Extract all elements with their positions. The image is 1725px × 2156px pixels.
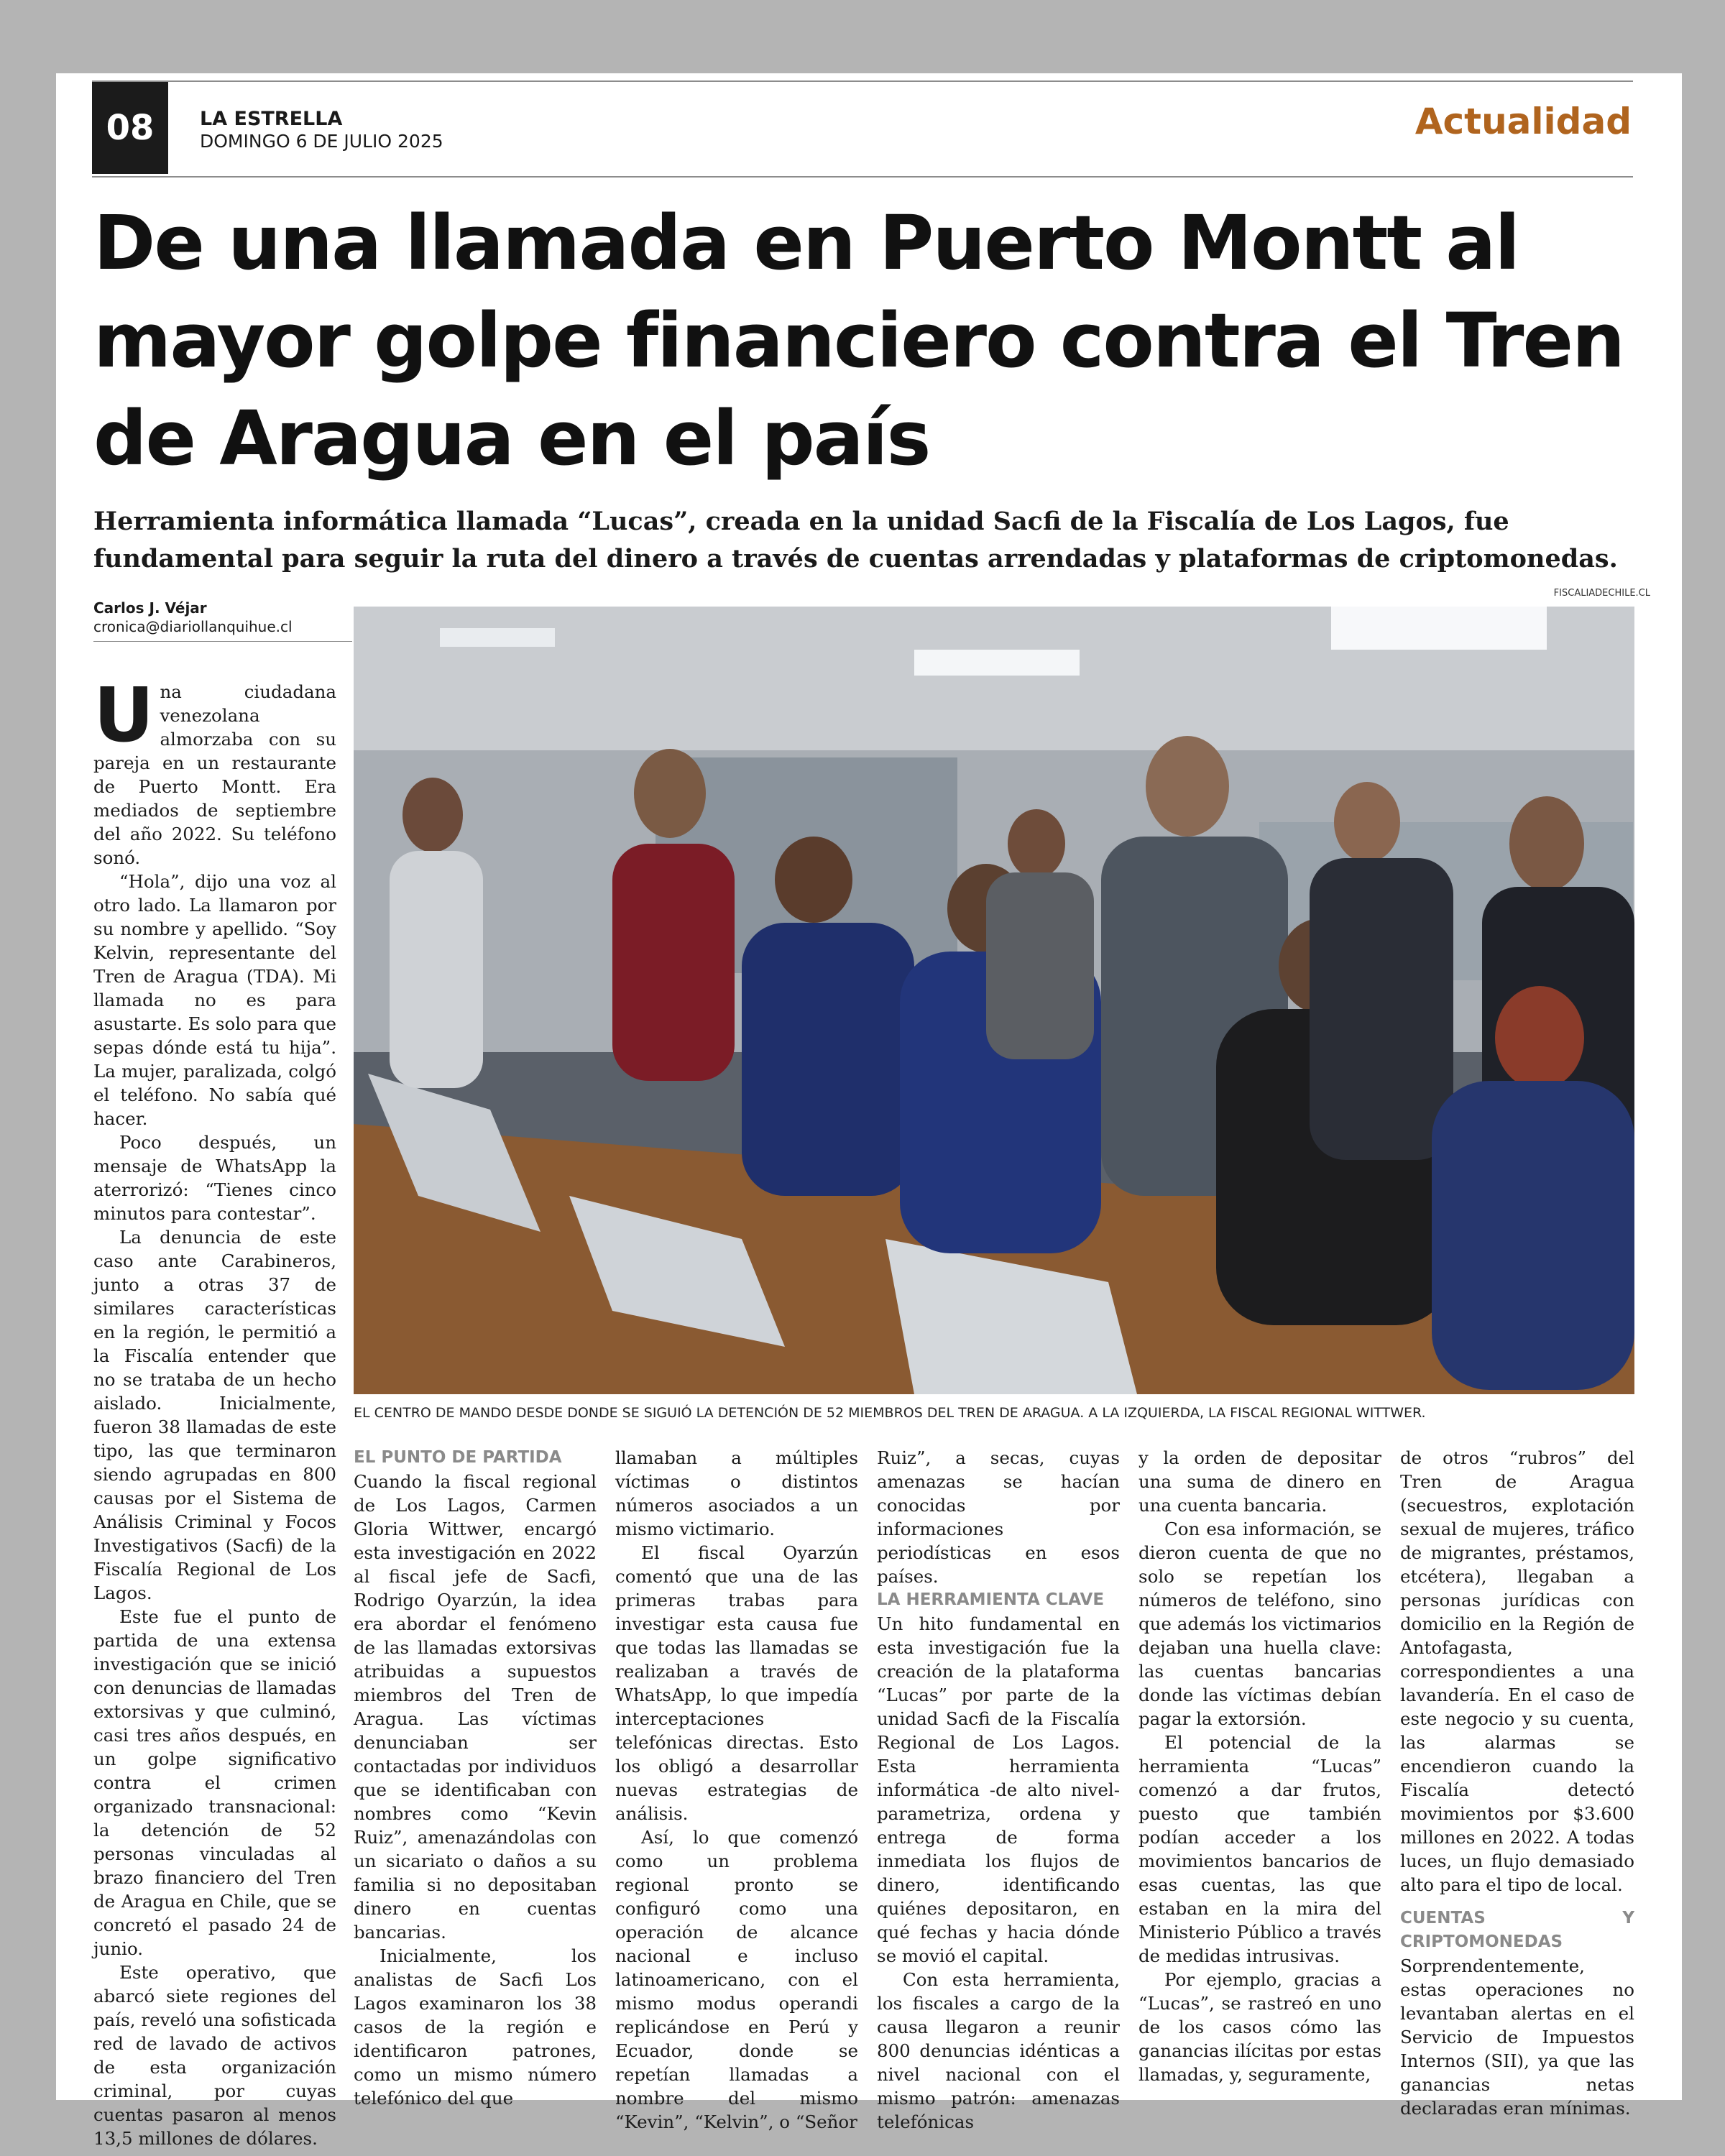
body-paragraph: Cuando la fiscal regional de Los Lagos, Carmen Gloria Wittwer, encargó esta investigación en 2022 al fiscal jefe de Sacfi, Rodrigo Oyarzún, la idea era abordar el fenómeno de las llamadas extorsivas atribuidas a supuestos miembros del Tren de Aragua. Las víctimas denunciaban ser contactadas por individuos que se identificaban con nombres como “Kevin Ruiz”, amenazándolas con un sicariato o daños a su familia si no depositaban dinero en cuentas bancarias. [354,1471,597,1943]
article-column-4 [877,1446,1120,2134]
article-column-5 [1138,1446,1381,2086]
body-paragraph: Poco después, un mensaje de WhatsApp la aterrorizó: “Tienes cinco minutos para contestar”. [93,1132,336,1224]
publication-date: DOMINGO 6 DE JULIO 2025 [200,131,443,152]
section-subheading: LA HERRAMIENTA CLAVE [877,1590,1105,1609]
page-number: 08 [92,82,168,174]
body-paragraph: Con esa información, se dieron cuenta de que no solo se repetían los números de teléfono, sino que además los victimarios dejaban una huella clave: las cuentas bancarias donde las víctimas debían pagar la extorsión. [1138,1519,1381,1729]
article-photo [354,607,1634,1394]
body-paragraph: Este operativo, que abarcó siete regiones del país, reveló una sofisticada red de lavado de activos de esta organización criminal, por cuyas cuentas pasaron al menos 13,5 millones de dólares. [93,1962,336,2149]
body-paragraph: El fiscal Oyarzún comentó que una de las primeras trabas para investigar esta causa fue que todas las llamadas se realizaban a través de WhatsApp, lo que impedía interceptaciones telefónicas directas. Esto los obligó a desarrollar nuevas estrategias de análisis. [615,1542,858,1824]
body-paragraph: Por ejemplo, gracias a “Lucas”, se rastreó en uno de los casos cómo las ganancias ilícitas por estas llamadas, y, seguramente, [1138,1969,1381,2085]
body-paragraph: El potencial de la herramienta “Lucas” comenzó a dar frutos, puesto que también podían acceder a los movimientos bancarios de esas cuentas, las que estaban en la mira del Ministerio Público a través de medidas intrusivas. [1138,1732,1381,1966]
section-name: Actualidad [1414,101,1632,142]
article-column-3 [615,1446,858,2134]
body-paragraph: Inicialmente, los analistas de Sacfi Los Lagos examinaron los 38 casos de la región e identificaron patrones, como un mismo número telefónico del que [354,1945,597,2109]
body-paragraph: Un hito fundamental en esta investigación fue la creación de la plataforma “Lucas” por parte de la unidad Sacfi de la Fiscalía Regional de Los Lagos. Esta herramienta informática -de alto nivel- parametriza, ordena y entrega de forma inmediata los flujos de dinero, identificando quiénes depositaron, en qué fechas y hacia dónde se movió el capital. [877,1613,1120,1966]
article-column-6 [1400,1446,1634,2120]
drop-cap: U [93,671,155,759]
body-paragraph: Este fue el punto de partida de una extensa investigación que se inició con denuncias de llamadas extorsivas y que culminó, casi tres años después, en un golpe significativo contra el crimen organizado transnacional: la detención de 52 personas vinculadas al brazo financiero del Tren de Aragua en Chile, que se concretó el pasado 24 de junio. [93,1606,336,1959]
body-paragraph: Sorprendentemente, estas operaciones no levantaban alertas en el Servicio de Impuestos Internos (SII), ya que las ganancias netas declaradas eran mínimas. [1400,1955,1634,2119]
byline-email: cronica@diariollanquihue.cl [93,618,293,635]
subheading: Herramienta informática llamada “Lucas”, creada en la unidad Sacfi de la Fiscalía de Los Lagos, fue fundamental para seguir la ruta del dinero a través de cuentas arrendadas y plataformas de criptomonedas. [93,507,1618,573]
body-paragraph: Una ciudadana venezolana almorzaba con su pareja en un restaurante de Puerto Montt. Era mediados de septiembre del año 2022. Su teléfono sonó. [93,671,336,868]
article-column-1 [93,671,336,2150]
body-paragraph: Con esta herramienta, los fiscales a cargo de la causa llegaron a reunir 800 denuncias idénticas a nivel nacional con el mismo patrón: amenazas telefónicas [877,1969,1120,2132]
body-paragraph: de otros “rubros” del Tren de Aragua (secuestros, explotación sexual de mujeres, tráfico de migrantes, préstamos, etcétera), llegaban a personas jurídicas con domicilio en la Región de Antofagasta, correspondientes a una lavandería. En el caso de este negocio y su cuenta, las alarmas se encendieron cuando la Fiscalía detectó movimientos por $3.600 millones en 2022. A todas luces, un flujo demasiado alto para el tipo de local. [1400,1447,1634,1895]
byline-author: Carlos J. Véjar [93,599,207,617]
body-paragraph: Así, lo que comenzó como un problema regional pronto se configuró como una operación de alcance nacional e incluso latinoamericano, con el mismo modus operandi replicándose en Perú y Ecuador, donde se repetían llamadas a nombre del mismo “Kevin”, “Kelvin”, o “Señor [615,1827,858,2132]
section-subheading: EL PUNTO DE PARTIDA [354,1448,562,1467]
photo-illustration [354,607,1634,1394]
header-top-rule [92,80,1633,82]
body-paragraph: y la orden de depositar una suma de dinero en una cuenta bancaria. [1138,1447,1381,1516]
section-subheading: CUENTAS Y CRIPTOMONEDAS [1400,1909,1634,1951]
photo-caption: EL CENTRO DE MANDO DESDE DONDE SE SIGUIÓ LA DETENCIÓN DE 52 MIEMBROS DEL TREN DE ARAGUA. A LA IZQUIERDA, LA FISCAL REGIONAL WITTWER. [354,1405,1426,1421]
body-paragraph: llamaban a múltiples víctimas o distintos números asociados a un mismo victimario. [615,1447,858,1539]
byline-rule [93,641,352,642]
body-paragraph: La denuncia de este caso ante Carabineros, junto a otras 37 de similares características en la región, le permitió a la Fiscalía entender que no se trataba de un hecho aislado. Inicialmente, fueron 38 llamadas de este tipo, las que terminaron siendo agrupadas en 800 causas por el Sistema de Análisis Criminal y Focos Investigativos (Sacfi) de la Fiscalía Regional de Los Lagos. [93,1227,336,1603]
article-column-2 [354,1446,597,2110]
headline: De una llamada en Puerto Montt al mayor golpe financiero contra el Tren de Aragua en el país [93,199,1624,482]
photo-credit: FISCALIADECHILE.CL [1553,588,1650,599]
header-bottom-rule [92,176,1633,178]
body-paragraph: “Hola”, dijo una voz al otro lado. La llamaron por su nombre y apellido. “Soy Kelvin, representante del Tren de Aragua (TDA). Mi llamada no es para asustarte. Es solo para que sepas dónde está tu hija”. La mujer, paralizada, colgó el teléfono. No sabía qué hacer. [93,871,336,1129]
newspaper-page [56,73,1682,2149]
newspaper-name: LA ESTRELLA [200,108,343,130]
body-paragraph: Ruiz”, a secas, cuyas amenazas se hacían conocidas por informaciones periodísticas en esos países. [877,1447,1120,1587]
